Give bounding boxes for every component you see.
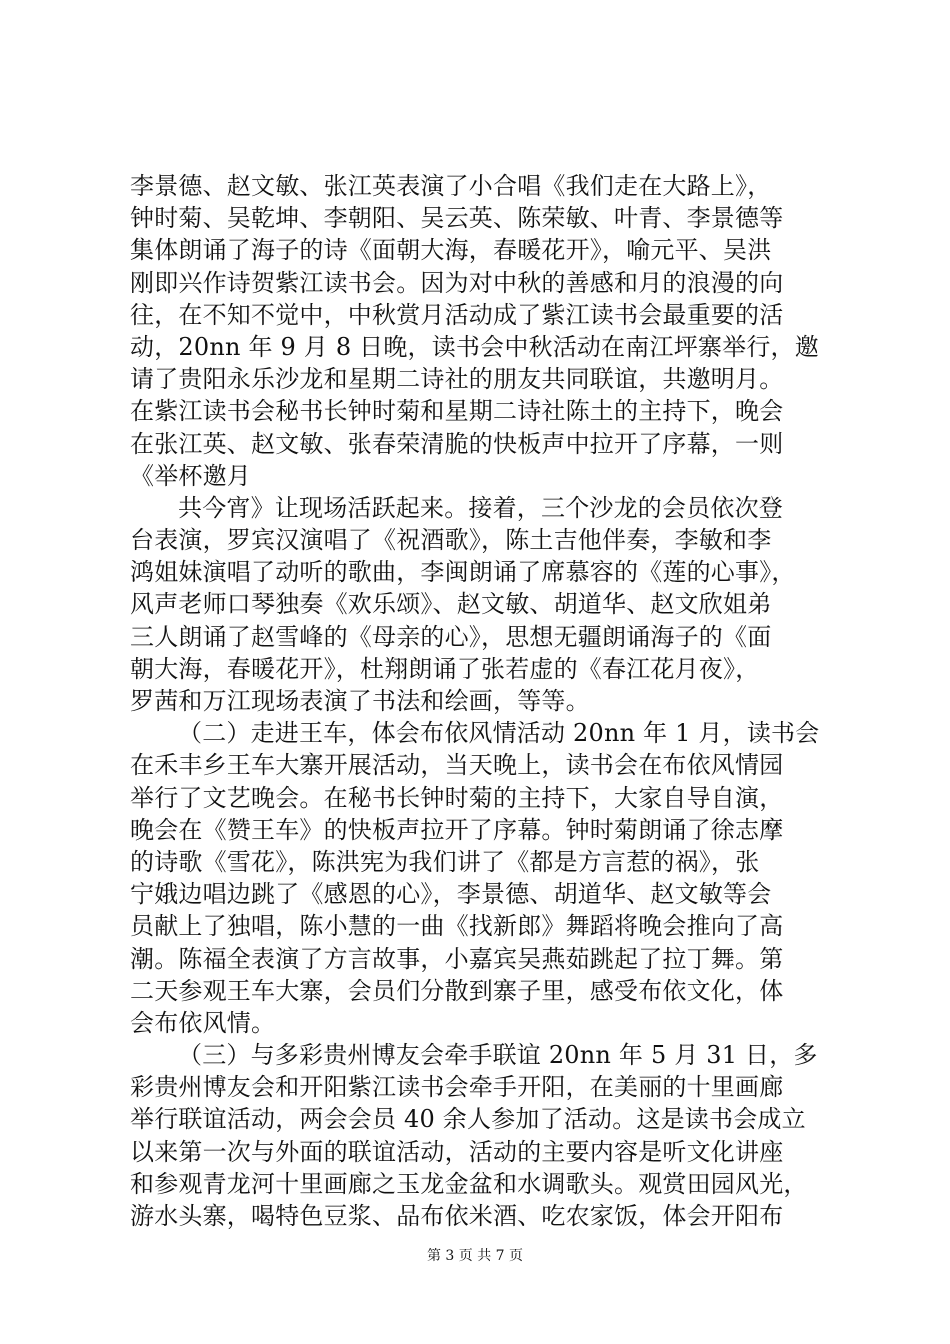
- text-line: 员献上了独唱，陈小慧的一曲《找新郎》舞蹈将晚会推向了高: [130, 912, 784, 941]
- text-line: 在张江英、赵文敏、张春荣清脆的快板声中拉开了序幕，一则: [130, 429, 784, 458]
- text-line: 举行联谊活动，两会会员 40 余人参加了活动。这是读书会成立: [130, 1105, 806, 1134]
- text-line: 的诗歌《雪花》，陈洪宪为我们讲了《都是方言惹的祸》，张: [130, 847, 760, 876]
- text-line: 彩贵州博友会和开阳紫江读书会牵手开阳，在美丽的十里画廊: [130, 1073, 784, 1102]
- text-line: 宁娥边唱边跳了《感恩的心》，李景德、胡道华、赵文敏等会: [130, 880, 772, 909]
- text-line: 潮。陈福全表演了方言故事，小嘉宾吴燕茹跳起了拉丁舞。第: [130, 944, 784, 973]
- text-line: 台表演，罗宾汉演唱了《祝酒歌》，陈土吉他伴奏，李敏和李: [130, 526, 772, 555]
- text-line: 共今宵》让现场活跃起来。接着，三个沙龙的会员依次登: [178, 493, 783, 522]
- text-line: 集体朗诵了海子的诗《面朝大海，春暖花开》，喻元平、吴洪: [130, 236, 772, 265]
- text-line: 刚即兴作诗贺紫江读书会。因为对中秋的善感和月的浪漫的向: [130, 268, 784, 297]
- text-line: 二天参观王车大寨，会员们分散到寨子里，感受布依文化，体: [130, 976, 784, 1005]
- text-line: 风声老师口琴独奏《欢乐颂》、赵文敏、胡道华、赵文欣姐弟: [130, 590, 772, 619]
- text-line: 和参观青龙河十里画廊之玉龙金盆和水调歌头。观赏田园风光，: [130, 1169, 808, 1198]
- text-line: 举行了文艺晚会。在秘书长钟时菊的主持下，大家自导自演，: [130, 783, 784, 812]
- text-line: 动，20nn 年 9 月 8 日晚，读书会中秋活动在南江坪寨举行，邀: [130, 332, 819, 361]
- text-line: 《举杯邀月: [130, 461, 251, 490]
- text-line: 李景德、赵文敏、张江英表演了小合唱《我们走在大路上》，: [130, 172, 772, 200]
- text-line: （二）走进王车，体会布依风情活动 20nn 年 1 月，读书会: [178, 719, 820, 748]
- text-line: 在紫江读书会秘书长钟时菊和星期二诗社陈土的主持下，晚会: [130, 397, 784, 426]
- text-line: 鸿姐妹演唱了动听的歌曲，李闽朗诵了席慕容的《莲的心事》，: [130, 558, 796, 587]
- page-footer: 第 3 页 共 7 页: [426, 1248, 524, 1264]
- text-line: 三人朗诵了赵雪峰的《母亲的心》，思想无疆朗诵海子的《面: [130, 622, 772, 651]
- text-line: 在禾丰乡王车大寨开展活动，当天晚上，读书会在布依风情园: [130, 751, 784, 780]
- text-line: 请了贵阳永乐沙龙和星期二诗社的朋友共同联谊，共邀明月。: [130, 365, 784, 394]
- text-line: 罗茜和万江现场表演了书法和绘画，等等。: [130, 687, 590, 715]
- text-line: 往，在不知不觉中，中秋赏月活动成了紫江读书会最重要的活: [130, 300, 784, 329]
- text-line: （三）与多彩贵州博友会牵手联谊 20nn 年 5 月 31 日，多: [178, 1041, 818, 1070]
- document-body: [130, 170, 830, 1232]
- text-line: 朝大海，春暖花开》，杜翔朗诵了张若虚的《春江花月夜》，: [130, 654, 760, 683]
- text-line: 会布依风情。: [130, 1008, 276, 1037]
- text-line: 钟时菊、吴乾坤、李朝阳、吴云英、陈荣敏、叶青、李景德等: [130, 204, 784, 233]
- text-line: 以来第一次与外面的联谊活动，活动的主要内容是听文化讲座: [130, 1137, 784, 1166]
- text-line: 游水头寨，喝特色豆浆、品布依米酒、吃农家饭，体会开阳布: [130, 1202, 784, 1230]
- text-line: 晚会在《赞王车》的快板声拉开了序幕。钟时菊朗诵了徐志摩: [130, 815, 784, 844]
